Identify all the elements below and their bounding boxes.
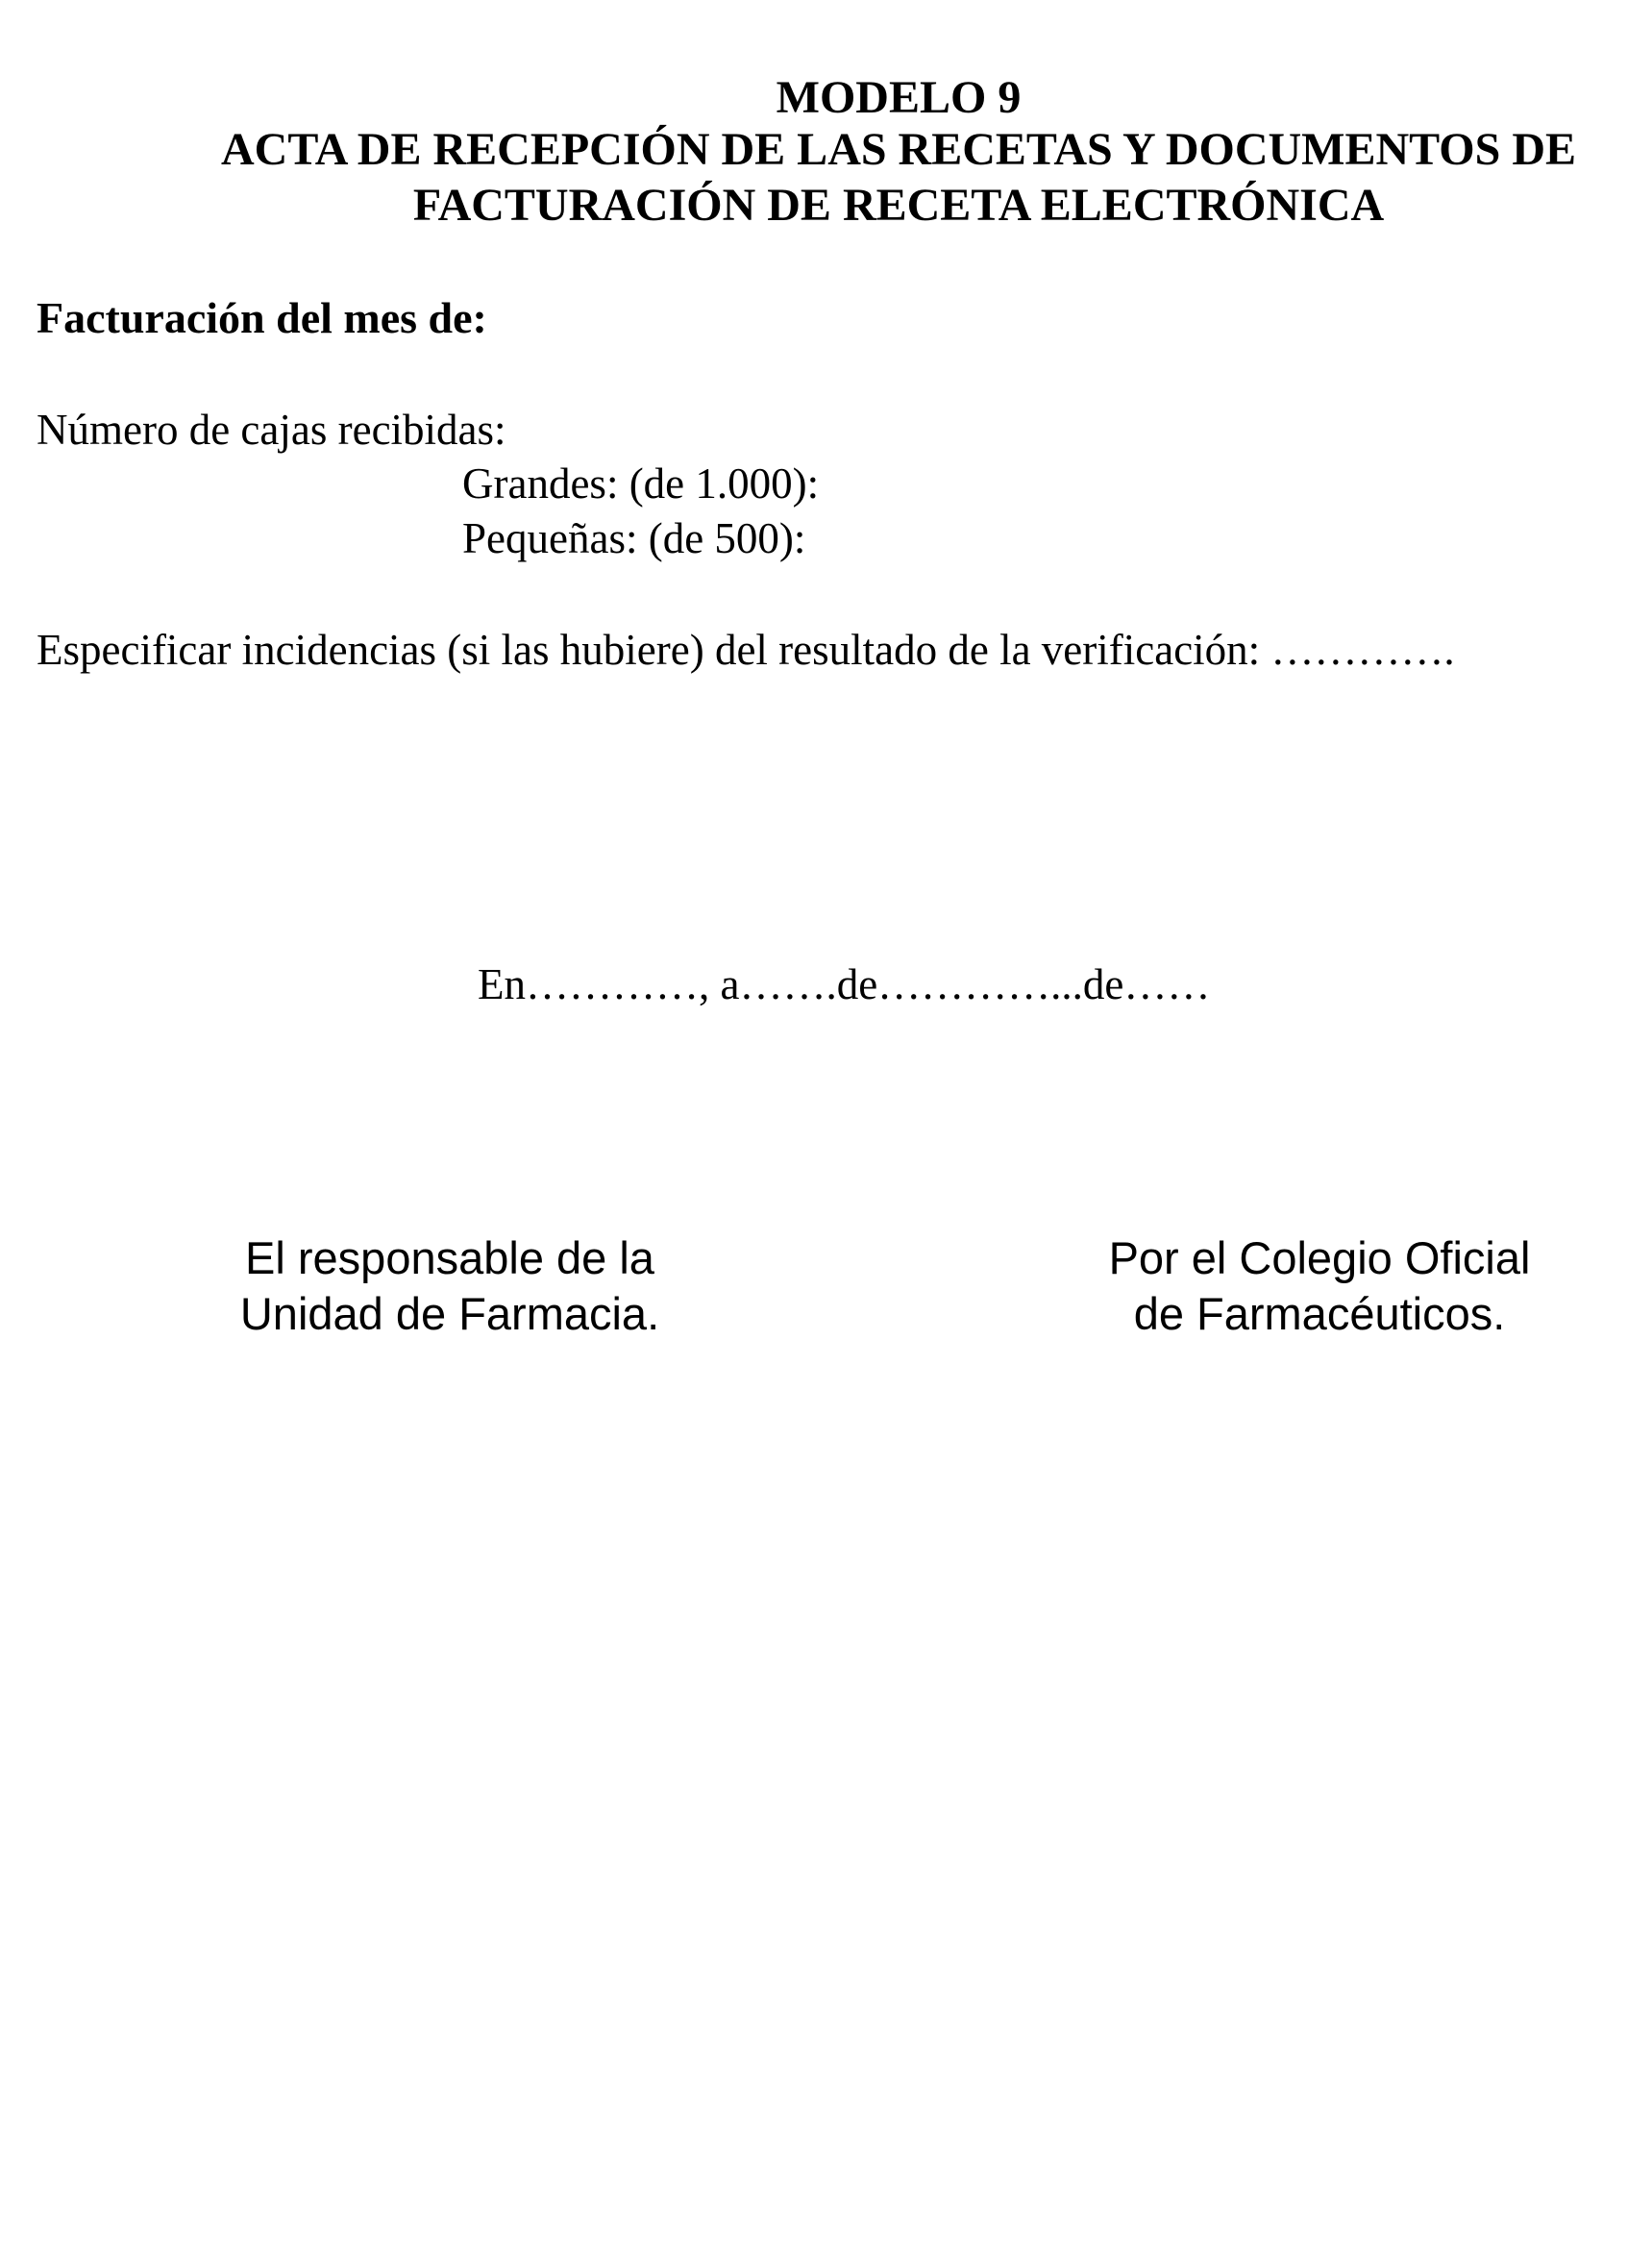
title-line1-text: ACTA DE RECEPCIÓN DE LAS RECETAS Y DOCUMENTOS DE [221,124,1576,175]
signature-block-college [1031,1230,1608,1342]
incidents-text: Especificar incidencias (si las hubiere) del resultado de la verificación: …………. [37,626,1455,674]
document-title-line1 [0,124,1652,175]
large-boxes-label [462,459,820,508]
billing-month-text: Facturación del mes de: [37,293,487,342]
boxes-received-label [37,406,506,454]
document-model-number [0,72,1652,123]
model-label: MODELO 9 [776,72,1022,123]
place-date-line [478,960,1211,1008]
boxes-received-text: Número de cajas recibidas: [37,406,506,454]
signature-pharmacy-line1: El responsable de la [245,1232,654,1283]
title-line2-text: FACTURACIÓN DE RECETA ELECTRÓNICA [412,180,1385,231]
large-boxes-text: Grandes: (de 1.000): [462,459,820,508]
signature-pharmacy-line2: Unidad de Farmacia. [239,1288,660,1339]
place-date-text: En…………, a…….de…………...de…… [478,960,1211,1008]
small-boxes-text: Pequeñas: (de 500): [462,514,806,562]
signature-block-pharmacy [161,1230,738,1342]
incidents-label [37,626,1455,674]
signature-college-line2: de Farmacéuticos. [1133,1288,1506,1339]
document-title-line2 [0,180,1652,231]
signature-college-line1: Por el Colegio Oficial [1108,1232,1531,1283]
small-boxes-label [462,514,806,562]
billing-month-label [37,293,487,342]
